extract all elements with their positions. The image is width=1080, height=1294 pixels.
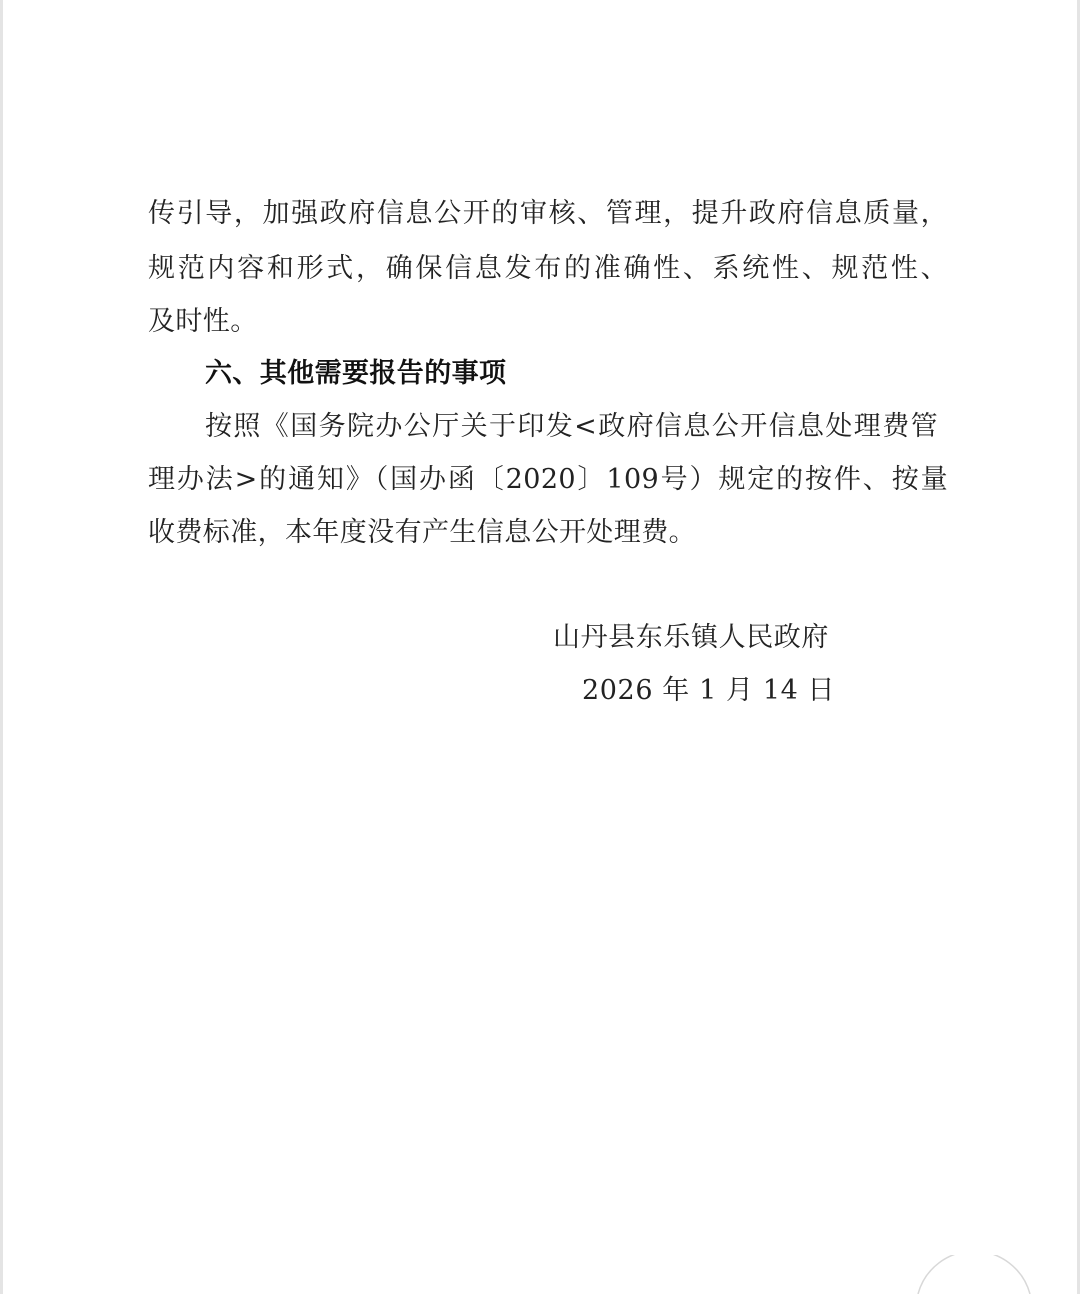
paragraph-line: 收费标准，本年度没有产生信息公开处理费。 (148, 517, 696, 548)
paragraph-line: 传引导，加强政府信息公开的审核、管理，提升政府信息质量， (148, 198, 948, 229)
floating-button-edge-icon[interactable] (900, 1255, 1050, 1294)
signature-date: 2026 年 1 月 14 日 (582, 675, 836, 706)
paragraph-line: 规范内容和形式，确保信息发布的准确性、系统性、规范性、 (148, 253, 948, 284)
paragraph-line: 理办法>的通知》（国办函〔2020〕109号）规定的按件、按量 (148, 464, 948, 495)
section-heading: 六、其他需要报告的事项 (205, 358, 507, 389)
page-edge-left (0, 0, 3, 1294)
signature-organization: 山丹县东乐镇人民政府 (553, 622, 829, 653)
paragraph-line: 及时性。 (148, 306, 258, 337)
paragraph-line: 按照《国务院办公厅关于印发<政府信息公开信息处理费管 (205, 411, 938, 442)
